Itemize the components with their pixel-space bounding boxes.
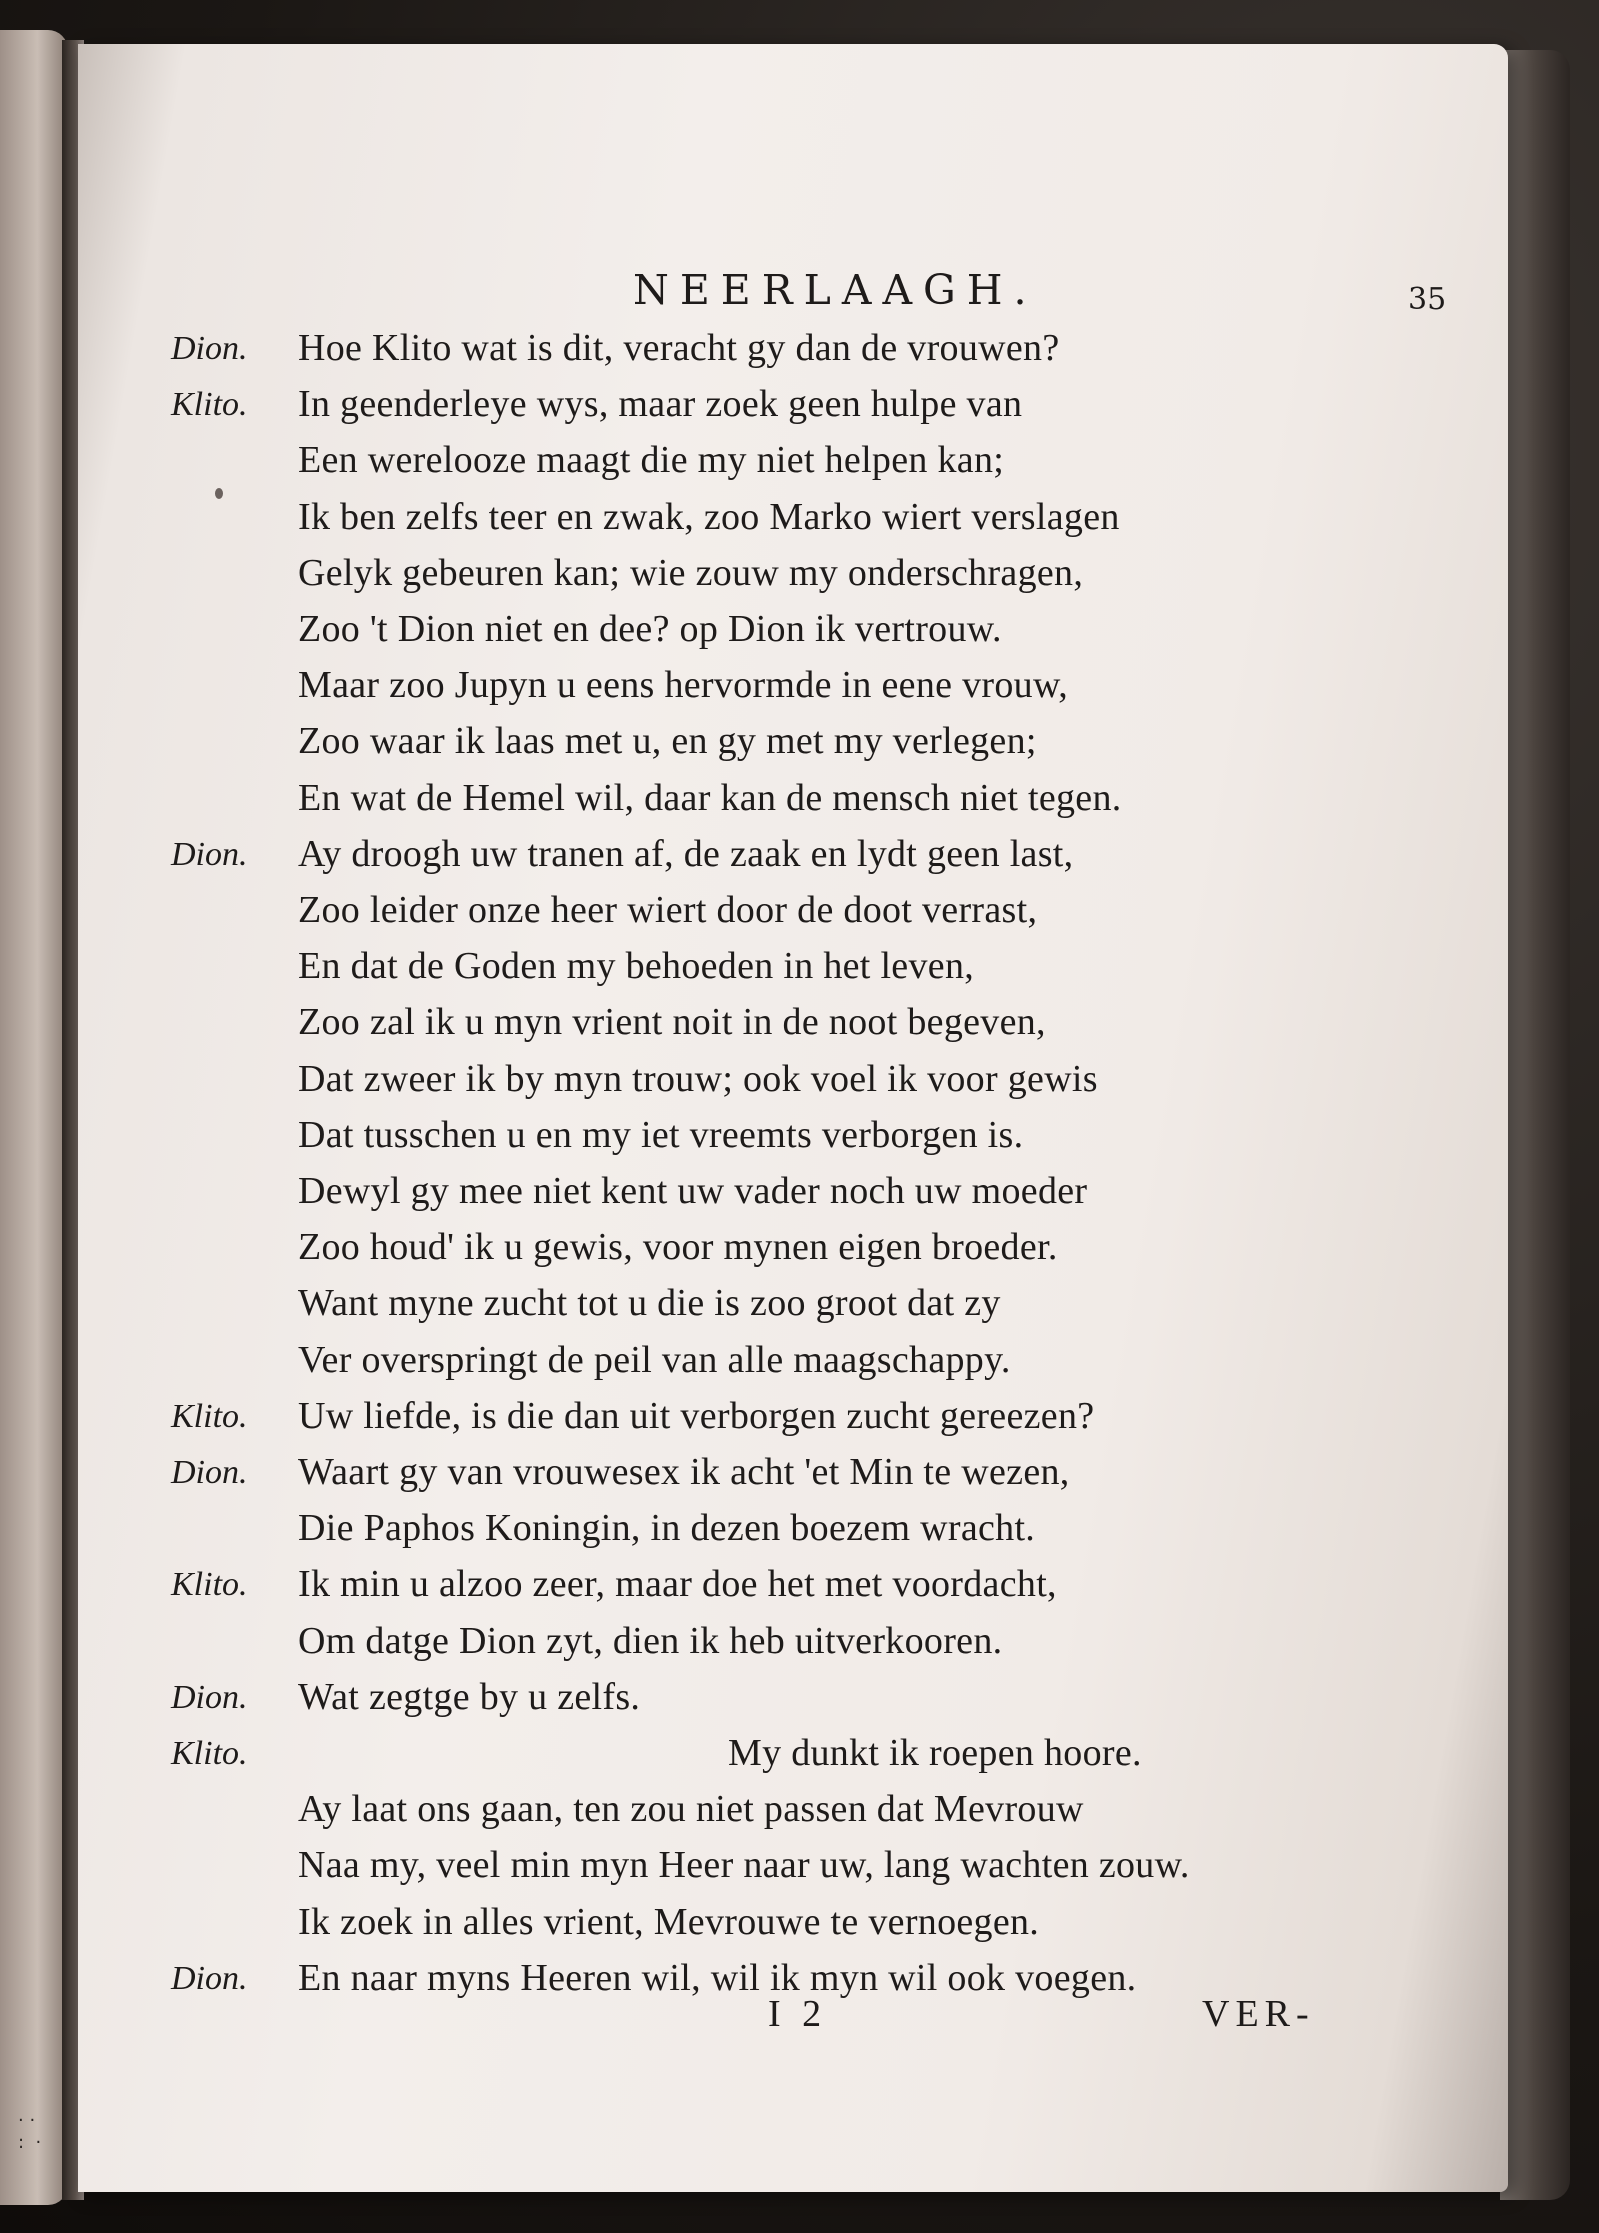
verse-line <box>78 828 1508 881</box>
verse-text: Ik ben zelfs teer en zwak, zoo Marko wiert verslagen <box>298 495 1120 538</box>
verse-line <box>78 1558 1508 1611</box>
speaker-name: Dion. <box>171 1959 248 1997</box>
speaker-name: Dion. <box>171 1678 248 1716</box>
verse-line <box>78 715 1508 768</box>
verse-line <box>78 772 1508 825</box>
verse-line <box>78 659 1508 712</box>
verse-text: Dat zweer ik by myn trouw; ook voel ik voor gewis <box>298 1057 1098 1100</box>
verse-text: Dat tusschen u en my iet vreemts verborgen is. <box>298 1113 1024 1156</box>
verse-line <box>78 378 1508 431</box>
verse-text: Dewyl gy mee niet kent uw vader noch uw moeder <box>298 1170 1088 1212</box>
speaker-name: Dion. <box>171 835 248 873</box>
verse-line <box>78 1221 1508 1274</box>
verse-text: Ay laat ons gaan, ten zou niet passen dat Mevrouw <box>298 1788 1084 1831</box>
verse-line <box>78 1053 1508 1106</box>
verse-line <box>78 884 1508 937</box>
verse-line <box>78 1671 1508 1724</box>
verse-line <box>78 1839 1508 1892</box>
speaker-name: Dion. <box>171 330 248 367</box>
verse-text: En wat de Hemel wil, daar kan de mensch niet tegen. <box>298 776 1122 819</box>
verse-text: Zoo houd' ik u gewis, voor mynen eigen broeder. <box>298 1226 1058 1269</box>
verse-text: Zoo waar ik laas met u, en gy met my verlegen; <box>298 720 1037 763</box>
book-page <box>78 44 1508 2192</box>
verse-line <box>78 491 1508 544</box>
verse-text: Want myne zucht tot u die is zoo groot dat zy <box>298 1282 1001 1325</box>
verse-line <box>78 1446 1508 1499</box>
verse-line <box>78 1502 1508 1555</box>
verse-text: Zoo leider onze heer wiert door de doot verrast, <box>298 889 1038 931</box>
verse-line <box>78 1165 1508 1218</box>
verse-text: En naar myns Heeren wil, wil ik myn wil ook voegen. <box>298 1956 1137 1999</box>
verse-text: Ik min u alzoo zeer, maar doe het met voordacht, <box>298 1563 1057 1606</box>
page-number: 35 <box>1408 282 1447 317</box>
verse-text: Zoo 't Dion niet en dee? op Dion ik vertrouw. <box>298 608 1002 650</box>
verse-line <box>78 940 1508 993</box>
verse-line <box>78 547 1508 600</box>
verse-line <box>78 1896 1508 1949</box>
verse-line <box>78 1615 1508 1668</box>
verse-line <box>78 1783 1508 1836</box>
verse-text: Ay droogh uw tranen af, de zaak en lydt geen last, <box>298 832 1074 875</box>
verse-text: Zoo zal ik u myn vrient noit in de noot begeven, <box>298 1001 1046 1044</box>
verse-text: Waart gy van vrouwesex ik acht 'et Min te wezen, <box>298 1451 1070 1493</box>
verse-line <box>78 1727 1508 1780</box>
speaker-name: Klito. <box>171 1735 248 1772</box>
speaker-name: Klito. <box>171 386 248 424</box>
facing-page-edge <box>0 30 68 2205</box>
verse-line <box>78 603 1508 656</box>
speaker-name: Klito. <box>171 1397 248 1435</box>
verse-text: Ik zoek in alles vrient, Mevrouwe te vernoegen. <box>298 1900 1040 1943</box>
speaker-name: Klito. <box>171 1566 248 1604</box>
verse-line <box>78 1277 1508 1330</box>
verse-line <box>78 996 1508 1049</box>
verse-text: My dunkt ik roepen hoore. <box>728 1732 1142 1774</box>
verse-text: En dat de Goden my behoeden in het leven, <box>298 945 975 988</box>
verse-text: Hoe Klito wat is dit, veracht gy dan de vrouwen? <box>298 327 1060 369</box>
verse-text: Wat zegtge by u zelfs. <box>298 1675 641 1718</box>
verse-line <box>78 434 1508 487</box>
verse-text: Een werelooze maagt die my niet helpen kan; <box>298 439 1005 482</box>
verse-line <box>78 1334 1508 1387</box>
verse-line <box>78 322 1508 375</box>
paper-specks: · · : · <box>18 2110 42 2153</box>
catchword: VER- <box>1202 1993 1315 2035</box>
page-block-edge <box>1500 50 1570 2200</box>
verse-text: Gelyk gebeuren kan; wie zouw my onderschragen, <box>298 551 1084 594</box>
verse-line <box>78 1109 1508 1162</box>
verse-text: Ver overspringt de peil van alle maagschappy. <box>298 1338 1011 1381</box>
verse-text: Naa my, veel min myn Heer naar uw, lang wachten zouw. <box>298 1844 1190 1887</box>
verse-text: Om datge Dion zyt, dien ik heb uitverkooren. <box>298 1619 1003 1662</box>
verse-text: In geenderleye wys, maar zoek geen hulpe van <box>298 383 1023 426</box>
verse-text: Die Paphos Koningin, in dezen boezem wracht. <box>298 1507 1036 1550</box>
verse-text: Maar zoo Jupyn u eens hervormde in eene vrouw, <box>298 664 1069 707</box>
signature-mark: I 2 <box>768 1993 828 2035</box>
verse-text: Uw liefde, is die dan uit verborgen zucht gereezen? <box>298 1394 1095 1437</box>
running-title: NEERLAAGH. <box>633 266 1038 314</box>
speaker-name: Dion. <box>171 1454 248 1491</box>
verse-line <box>78 1390 1508 1443</box>
